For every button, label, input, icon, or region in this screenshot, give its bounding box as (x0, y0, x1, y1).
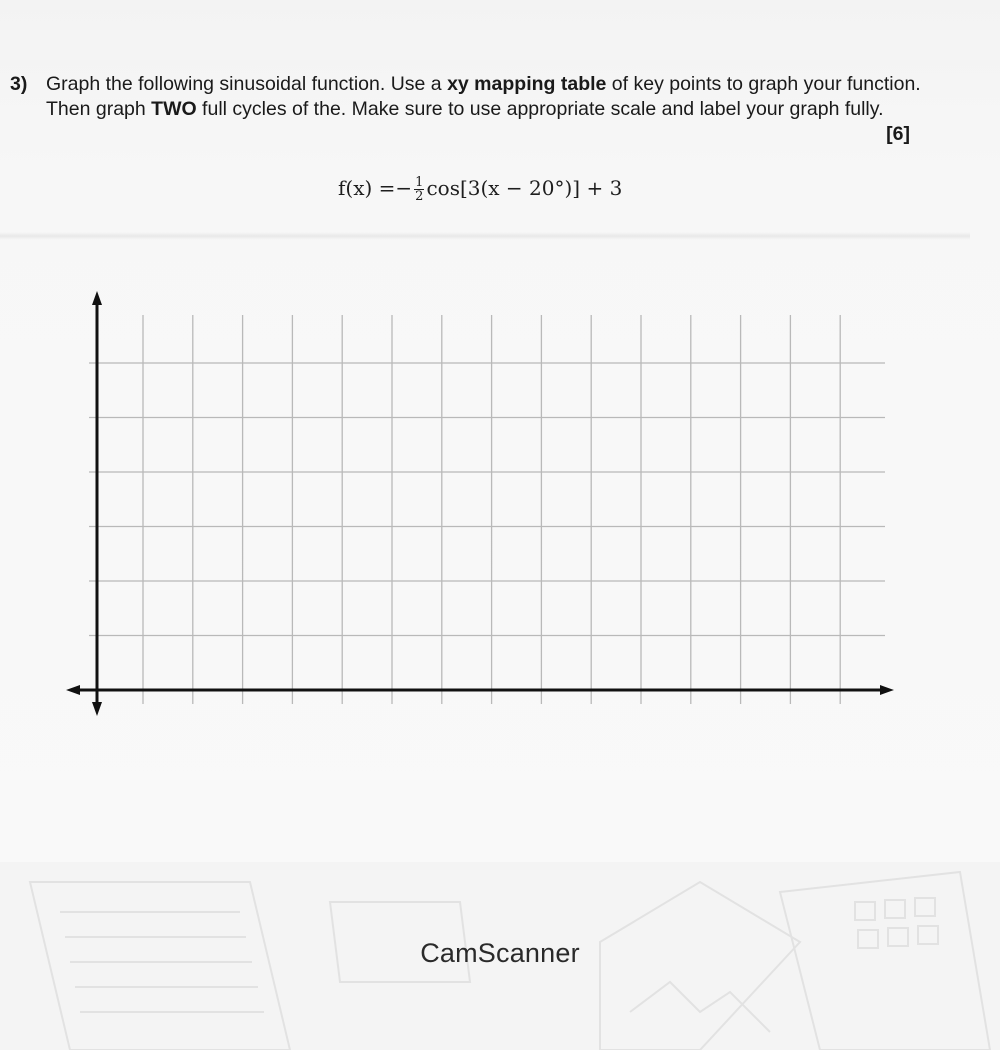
camscanner-brand: CamScanner (420, 938, 580, 968)
formula-lhs: f(x) =− (338, 176, 413, 200)
question-text-2: of key points to graph your function. Then graph (46, 73, 921, 120)
scanner-footer (0, 862, 1000, 1050)
decor-mountain-icon (630, 982, 770, 1032)
x-axis-arrow-right (880, 685, 894, 695)
y-axis-arrow-down (92, 702, 102, 716)
y-axis-arrow-up (92, 291, 102, 305)
question-marks: [6] (886, 123, 910, 145)
question-number: 3) (10, 73, 28, 95)
question-bold-two: TWO (151, 98, 197, 120)
question-text-1: Graph the following sinusoidal function. Use a (46, 73, 448, 95)
formula-fraction-denominator: 2 (415, 189, 424, 204)
formula-fraction-numerator: 1 (415, 175, 424, 190)
question-bold-mapping: xy mapping table (447, 73, 607, 95)
formula-rhs: cos[3(x − 20°)] + 3 (426, 176, 623, 200)
question-text-3: full cycles of the. Make sure to use appropriate scale and label your graph fully. (196, 98, 884, 120)
x-axis-arrow-left (66, 685, 80, 695)
